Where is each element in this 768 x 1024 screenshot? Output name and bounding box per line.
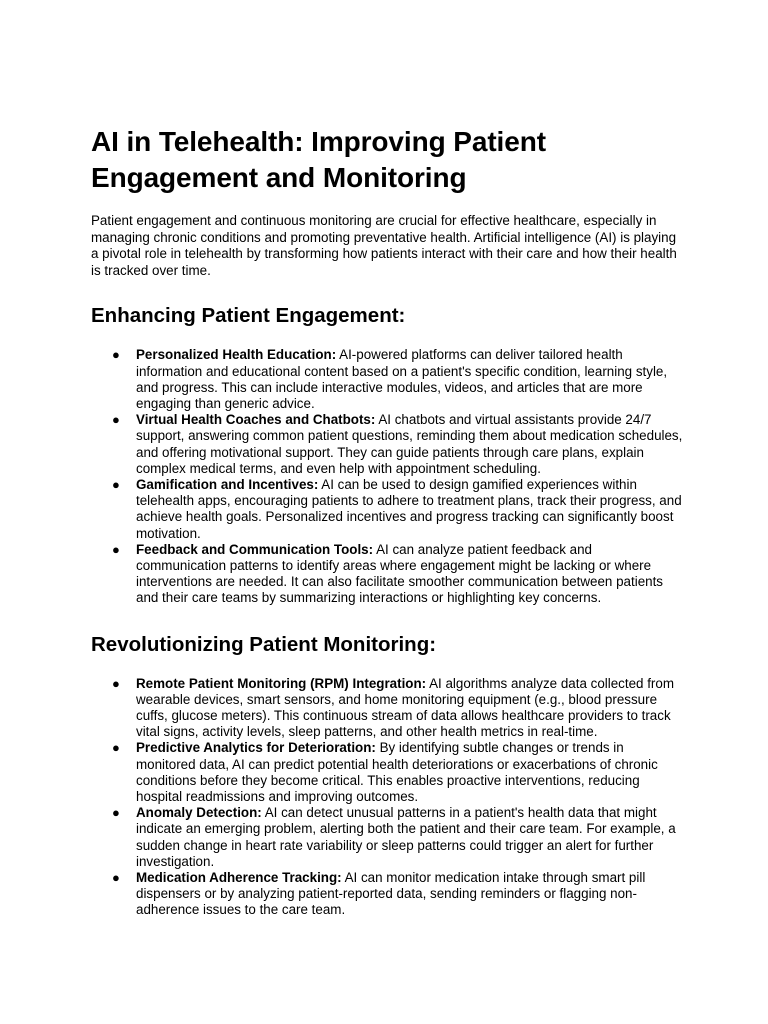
item-term: Virtual Health Coaches and Chatbots: [136, 412, 376, 428]
bullet-icon: ● [112, 805, 120, 821]
item-term: Gamification and Incentives: [136, 477, 319, 492]
list-item [91, 676, 683, 741]
list-item [91, 870, 683, 919]
bullet-icon: ● [112, 870, 120, 886]
bullet-icon: ● [112, 412, 120, 428]
bullet-icon: ● [112, 541, 120, 557]
item-text: AI can analyze patient feedback and communication patterns to identify areas where engagement might be lacking or where interventions are needed. It can also facilitate smoother communication between patients and their care teams by summarizing interactions or highlighting key concerns. [136, 541, 664, 606]
item-term: Remote Patient Monitoring (RPM) Integration: [136, 675, 427, 691]
item-text: AI can be used to design gamified experiences within telehealth apps, encouraging patients to adhere to treatment plans, track their progress, and achieve health goals. Personalized incentives and progress tracking can significantly boost motivation. [136, 477, 682, 541]
section-heading-engagement: Enhancing Patient Engagement: [91, 304, 406, 328]
item-text: AI can monitor medication intake through smart pill dispensers or by analyzing patient-reported data, sending reminders or flagging non-adherence issues to the care team. [136, 870, 646, 918]
intro-paragraph: Patient engagement and continuous monitoring are crucial for effective healthcare, especially in managing chronic conditions and promoting preventative health. Artificial intelligence (AI) is playing a pivotal role in telehealth by transforming how patients interact with their care and how their health is tracked over time. [91, 213, 677, 278]
list-item [91, 347, 683, 412]
item-term: Feedback and Communication Tools: [136, 541, 374, 557]
bullet-icon: ● [112, 347, 120, 363]
list-item [91, 805, 683, 870]
item-text: AI-powered platforms can deliver tailored health information and educational content based on a patient's specific condition, learning style, and progress. This can include interactive modules, videos, and articles that are more engaging than generic advice. [136, 347, 668, 411]
section-heading-monitoring: Revolutionizing Patient Monitoring: [91, 632, 437, 656]
bullet-icon: ● [112, 740, 120, 756]
item-term: Anomaly Detection: [136, 805, 262, 821]
item-text: AI algorithms analyze data collected from wearable devices, smart sensors, and home monitoring equipment (e.g., blood pressure cuffs, glucose meters). This continuous stream of data allows healthcare providers to track vital signs, activity levels, sleep patterns, and other health metrics in real-time. [136, 675, 674, 740]
bullet-icon: ● [112, 675, 120, 691]
list-item [91, 542, 683, 607]
item-term: Predictive Analytics for Deterioration: [136, 740, 376, 756]
item-text: AI chatbots and virtual assistants provide 24/7 support, answering common patient questions, reminding them about medication schedules, and offering motivational support. They can guide patients through care plans, explain complex medical terms, and even help with appointment scheduling. [136, 412, 683, 476]
list-item [91, 412, 683, 477]
document-title: AI in Telehealth: Improving Patient Engagement and Monitoring [91, 126, 546, 193]
bullet-icon: ● [112, 477, 120, 492]
engagement-list [91, 347, 683, 606]
item-text: By identifying subtle changes or trends in monitored data, AI can predict potential health deteriorations or exacerbations of chronic conditions before they become critical. This enables proactive interventions, reducing hospital readmissions and improving outcomes. [136, 740, 658, 805]
document-content [91, 124, 683, 919]
monitoring-list [91, 676, 683, 919]
item-term: Personalized Health Education: [136, 347, 337, 363]
item-term: Medication Adherence Tracking: [136, 870, 342, 886]
item-text: AI can detect unusual patterns in a patient's health data that might indicate an emerging problem, alerting both the patient and their care team. For example, a sudden change in heart rate variability or sleep patterns could trigger an alert for further investigation. [136, 805, 676, 869]
list-item [91, 477, 683, 542]
list-item [91, 740, 683, 805]
